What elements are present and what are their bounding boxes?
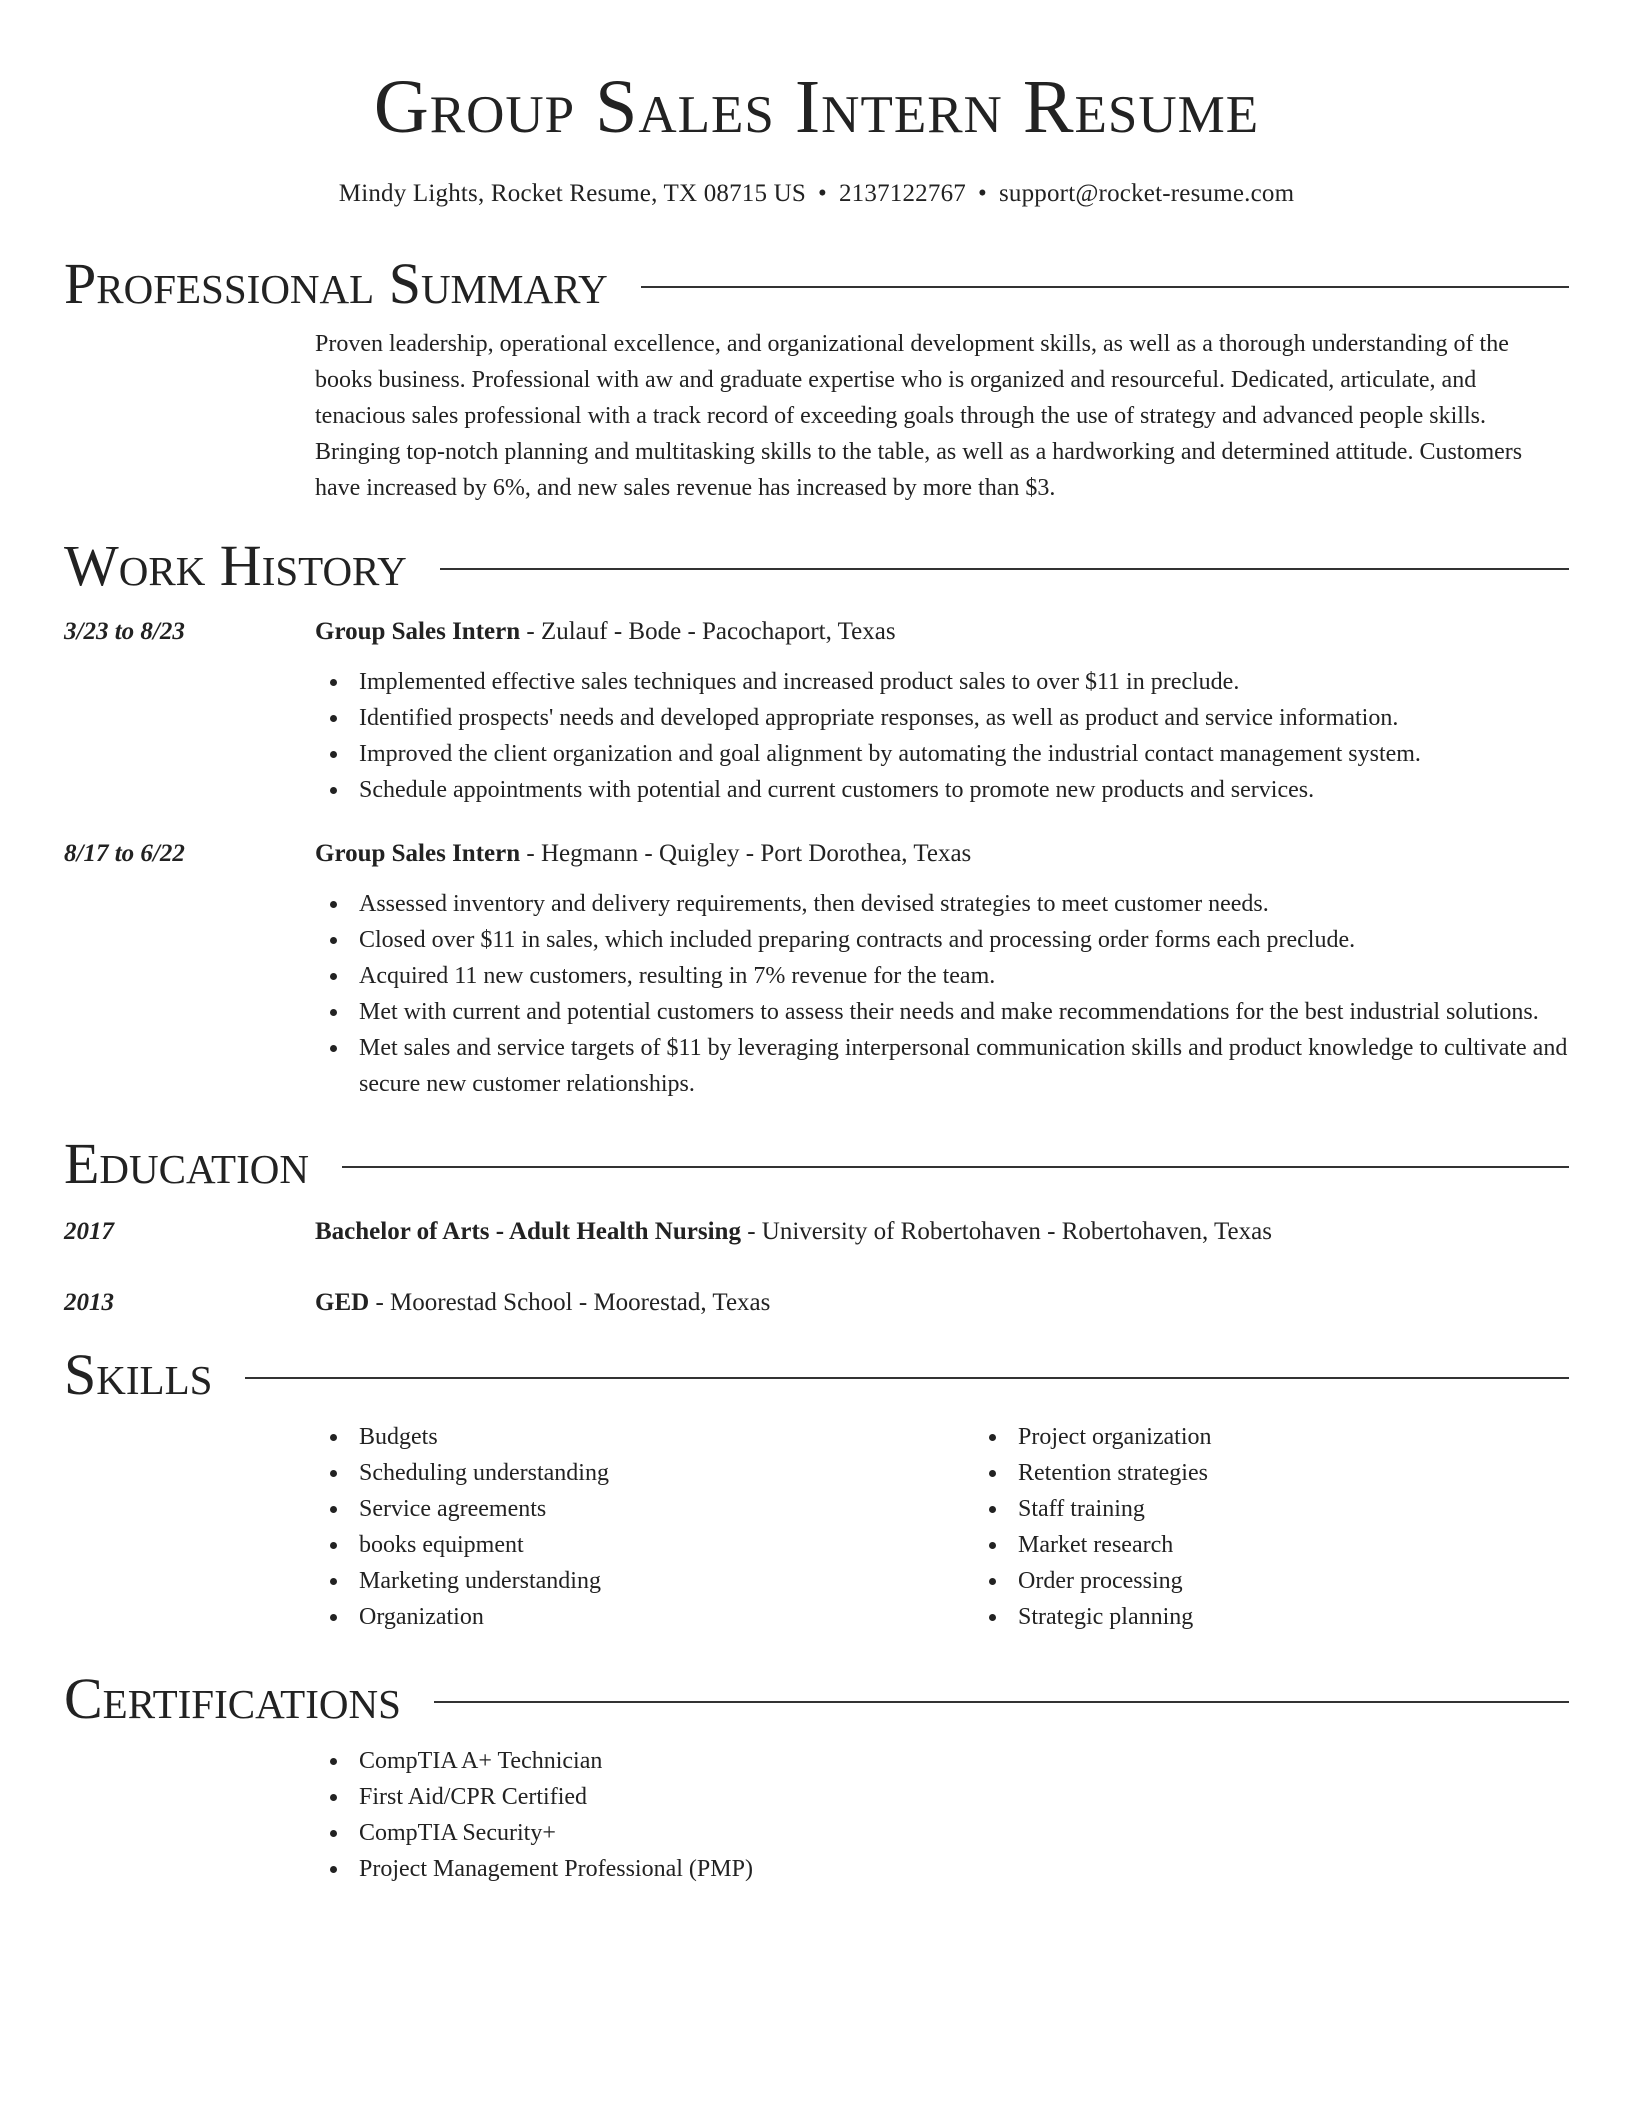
education-year: 2017	[64, 1218, 114, 1245]
education-details: - Moorestad School - Moorestad, Texas	[369, 1289, 771, 1316]
education-content	[315, 1214, 1569, 1250]
skill-item: Retention strategies	[1018, 1455, 1632, 1491]
list-item: Assessed inventory and delivery requirements, then devised strategies to meet customer needs.	[359, 886, 1569, 922]
certifications-content	[315, 1731, 1569, 1887]
education-heading: Education	[64, 1131, 309, 1196]
skill-item: Strategic planning	[1018, 1599, 1632, 1635]
certification-item: First Aid/CPR Certified	[359, 1779, 1569, 1815]
skills-row	[64, 1407, 1569, 1635]
resume-page	[64, 0, 1569, 1887]
skill-item: Service agreements	[359, 1491, 974, 1527]
summary-row	[64, 326, 1569, 506]
skill-item: Scheduling understanding	[359, 1455, 974, 1491]
job-bullets	[315, 664, 1569, 808]
education-content	[315, 1285, 1569, 1321]
skills-grid	[315, 1419, 1632, 1635]
summary-heading: Professional Summary	[64, 251, 608, 316]
list-item: Acquired 11 new customers, resulting in 7% revenue for the team.	[359, 958, 1569, 994]
job-details: - Zulauf - Bode - Pacochaport, Texas	[520, 618, 896, 645]
skills-heading: Skills	[64, 1342, 213, 1407]
section-divider	[641, 286, 1569, 288]
list-item: Identified prospects' needs and developed appropriate responses, as well as product and service information.	[359, 700, 1569, 736]
job-heading	[315, 836, 1569, 872]
skill-item: Budgets	[359, 1419, 974, 1455]
skills-column-1	[315, 1419, 974, 1635]
certifications-section-header	[64, 1667, 1569, 1731]
skill-item: Staff training	[1018, 1491, 1632, 1527]
contact-separator: •	[818, 180, 827, 207]
list-item: Implemented effective sales techniques and increased product sales to over $11 in preclude.	[359, 664, 1569, 700]
job-entry	[64, 836, 1569, 1102]
job-role: Group Sales Intern	[315, 840, 521, 867]
skill-item: books equipment	[359, 1527, 974, 1563]
list-item: Met with current and potential customers to assess their needs and make recommendations for the best industrial solutions.	[359, 994, 1569, 1030]
skills-section-header	[64, 1343, 1569, 1407]
education-degree: GED	[315, 1289, 370, 1316]
job-content	[315, 614, 1569, 808]
contact-separator: •	[977, 180, 987, 207]
job-entry	[64, 614, 1569, 808]
certifications-spacer	[64, 1731, 315, 1887]
section-divider	[440, 568, 1569, 570]
certification-item: Project Management Professional (PMP)	[359, 1851, 1569, 1887]
section-divider	[245, 1377, 1569, 1379]
job-dates: 3/23 to 8/23	[64, 618, 185, 645]
certifications-heading: Certifications	[64, 1666, 401, 1731]
job-role: Group Sales Intern	[315, 618, 521, 645]
job-details: - Hegmann - Quigley - Port Dorothea, Texas	[520, 840, 972, 867]
education-section-header	[64, 1132, 1569, 1196]
certification-item: CompTIA Security+	[359, 1815, 1569, 1851]
skill-item: Marketing understanding	[359, 1563, 974, 1599]
summary-text: Proven leadership, operational excellence, and organizational development skills, as well as a thorough understanding of the books business. Professional with aw and graduate expertise who is organized and resourceful. Dedicated, articulate, and tenacious sales professional with a track record of exceeding goals through the use of strategy and advanced people skills. Bringing top-notch planning and multitasking skills to the table, as well as a hardworking and determined attitude. Customers have increased by 6%, and new sales revenue has increased by more than $3.	[315, 331, 1523, 501]
education-entry	[64, 1285, 1569, 1321]
resume-title: Group Sales Intern Resume	[373, 65, 1260, 149]
list-item: Closed over $11 in sales, which included preparing contracts and processing order forms each preclude.	[359, 922, 1569, 958]
skills-column-2	[974, 1419, 1632, 1635]
certifications-row	[64, 1731, 1569, 1887]
job-bullets	[315, 886, 1569, 1102]
job-dates: 8/17 to 6/22	[64, 840, 185, 867]
job-heading	[315, 614, 1569, 650]
certification-item: CompTIA A+ Technician	[359, 1743, 1569, 1779]
section-divider	[342, 1166, 1569, 1168]
skill-item: Market research	[1018, 1527, 1632, 1563]
summary-section-header	[64, 252, 1569, 316]
skill-item: Order processing	[1018, 1563, 1632, 1599]
summary-spacer	[64, 326, 315, 506]
section-divider	[434, 1701, 1569, 1703]
education-year: 2013	[64, 1289, 114, 1316]
education-entry	[64, 1214, 1569, 1250]
contact-email: support@rocket-resume.com	[998, 180, 1295, 207]
skill-item: Organization	[359, 1599, 974, 1635]
contact-address: Mindy Lights, Rocket Resume, TX 08715 US	[338, 180, 807, 207]
skills-spacer	[64, 1407, 315, 1635]
list-item: Met sales and service targets of $11 by leveraging interpersonal communication skills and product knowledge to cultivate and secure new customer relationships.	[359, 1030, 1569, 1102]
list-item: Schedule appointments with potential and current customers to promote new products and services.	[359, 772, 1569, 808]
work-section-header	[64, 534, 1569, 598]
education-details: - University of Robertohaven - Robertohaven, Texas	[740, 1218, 1272, 1245]
skill-item: Project organization	[1018, 1419, 1632, 1455]
job-content	[315, 836, 1569, 1102]
education-degree: Bachelor of Arts - Adult Health Nursing	[315, 1218, 741, 1245]
list-item: Improved the client organization and goal alignment by automating the industrial contact management system.	[359, 736, 1569, 772]
contact-line	[64, 178, 1569, 210]
certifications-list	[315, 1743, 1569, 1887]
contact-phone: 2137122767	[838, 180, 966, 207]
work-heading: Work History	[64, 533, 407, 598]
